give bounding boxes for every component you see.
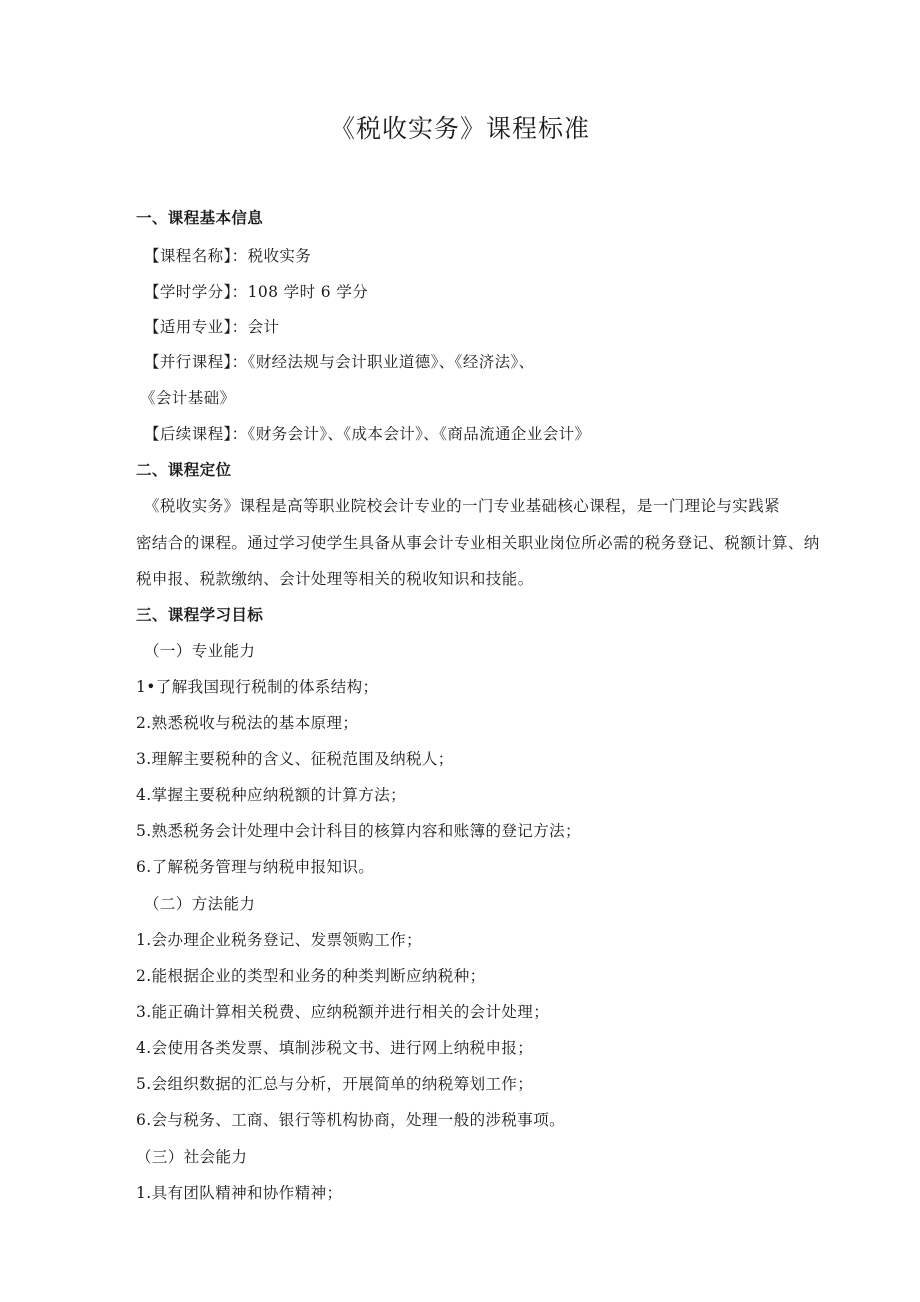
list-item: 2.熟悉税收与税法的基本原理； bbox=[136, 714, 359, 732]
list-item: 6.会与税务、工商、银行等机构协商，处理一般的涉税事项。 bbox=[136, 1111, 565, 1129]
document-title: 《税收实务》课程标准 bbox=[329, 114, 590, 143]
list-item: 4.会使用各类发票、填制涉税文书、进行网上纳税申报； bbox=[136, 1039, 534, 1057]
list-item: 1•了解我国现行税制的体系结构； bbox=[136, 678, 379, 696]
subheading-method-ability: （二）方法能力 bbox=[144, 895, 256, 913]
hours-credits-value: 108 学时 6 学分 bbox=[247, 283, 369, 301]
major-value: 会计 bbox=[247, 318, 280, 336]
positioning-paragraph-line: 《税收实务》课程是高等职业院校会计专业的一门专业基础核心课程，是一门理论与实践紧 bbox=[144, 497, 781, 515]
list-item: 2.能根据企业的类型和业务的种类判断应纳税种； bbox=[136, 967, 486, 985]
parallel-courses-value: 《财经法规与会计职业道德》、《经济法》、 bbox=[247, 353, 535, 371]
list-item: 4.掌握主要税种应纳税额的计算方法； bbox=[136, 786, 406, 804]
hours-credits-field bbox=[144, 281, 368, 303]
list-item: 5.熟悉税务会计处理中会计科目的核算内容和账簿的登记方法； bbox=[136, 822, 581, 840]
parallel-courses-label: 【并行课程】： bbox=[144, 353, 248, 371]
list-item: 3.能正确计算相关税费、应纳税额并进行相关的会计处理； bbox=[136, 1003, 550, 1021]
major-field bbox=[144, 316, 279, 338]
section-heading-basic-info: 一、课程基本信息 bbox=[136, 209, 264, 227]
course-name-field bbox=[144, 245, 311, 267]
follow-courses-value: 《财务会计》、《成本会计》、《商品流通企业会计》 bbox=[247, 425, 591, 443]
list-item: 3.理解主要税种的含义、征税范围及纳税人； bbox=[136, 750, 454, 768]
section-heading-learning-goals: 三、课程学习目标 bbox=[136, 606, 264, 624]
list-item: 6.了解税务管理与纳税申报知识。 bbox=[136, 858, 375, 876]
list-item: 5.会组织数据的汇总与分析，开展简单的纳税筹划工作； bbox=[136, 1075, 534, 1093]
list-item: 1.具有团队精神和协作精神； bbox=[136, 1184, 343, 1202]
subheading-social-ability: （三）社会能力 bbox=[136, 1148, 248, 1166]
section-heading-positioning: 二、课程定位 bbox=[136, 461, 232, 479]
positioning-paragraph-line: 密结合的课程。通过学习使学生具备从事会计专业相关职业岗位所必需的税务登记、税额计算、纳 bbox=[136, 534, 820, 552]
course-name-value: 税收实务 bbox=[247, 247, 312, 265]
positioning-paragraph-line: 税申报、税款缴纳、会计处理等相关的税收知识和技能。 bbox=[136, 570, 534, 588]
major-label: 【适用专业】： bbox=[144, 318, 248, 336]
list-item: 1.会办理企业税务登记、发票领购工作； bbox=[136, 931, 422, 949]
parallel-courses-continued: 《会计基础》 bbox=[140, 389, 236, 407]
course-name-label: 【课程名称】： bbox=[144, 247, 248, 265]
parallel-courses-field bbox=[144, 351, 535, 373]
follow-courses-field bbox=[144, 423, 590, 445]
hours-credits-label: 【学时学分】： bbox=[144, 283, 248, 301]
follow-courses-label: 【后续课程】： bbox=[144, 425, 248, 443]
subheading-professional-ability: （一）专业能力 bbox=[144, 642, 256, 660]
